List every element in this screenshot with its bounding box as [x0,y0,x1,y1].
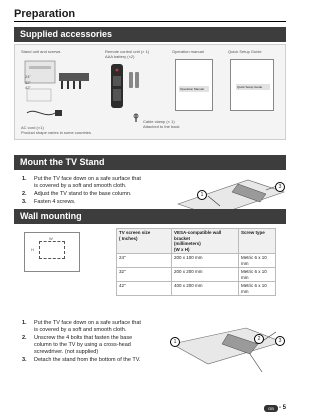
stand-steps [22,176,144,207]
cell-screw: Metric 6 x 10 mm [239,254,276,268]
step-text: Fasten 4 screws. [34,199,76,205]
cell-bracket: 200 x 100 mm [172,254,239,268]
step-number: 1. [22,320,27,326]
step-text: Unscrew the 4 bolts that fasten the base column to the TV by using a cross-head screwdriver. (not supplied) [34,335,133,355]
cable-clamp-caption: Cable clamp (× 1) [143,119,175,124]
cell-screw: Metric 6 x 10 mm [239,282,276,296]
cable-clamp-note: Attached to the back [143,124,180,129]
vesa-table [116,228,276,296]
step-text: Detach the stand from the bottom of the TV. [34,357,141,363]
callout-1: 1 [170,337,180,347]
manual-illustration [175,59,213,111]
ac-cord-caption: AC cord (×1) [21,125,44,130]
quick-guide-cover-text: Quick Setup Guide [237,85,263,89]
manual-cover-text: Operation Manual [180,87,204,91]
title-rule [14,21,286,22]
stand-unit-illustration [23,57,93,103]
callout-3: 3 [275,182,285,192]
wall-steps [22,320,144,365]
col-screw-header: Screw type [239,229,276,254]
size-32: 32" [25,79,31,85]
page-number: - 5 [278,405,286,411]
cell-size: 42" [117,282,172,296]
step-number: 1. [22,176,27,182]
callout-1: 1 [197,190,207,200]
stand-unit-caption: Stand unit and screws [21,49,61,54]
col-bracket-header: VESA-compatible wall bracket (millimeters) (W x H) [172,229,239,254]
col-size-header: TV screen size ( Inches) [117,229,172,254]
manual-caption: Operation manual [172,49,204,54]
step-number: 3. [22,199,27,205]
stand-step [22,191,144,198]
size-42: 42" [25,85,31,90]
language-badge: GB [264,405,278,412]
table-row [117,268,276,282]
wall-mount-illustration [166,324,286,376]
step-number: 2. [22,335,27,341]
size-list [25,74,31,91]
page-title: Preparation [14,8,76,20]
callout-2: 2 [254,334,264,344]
cell-bracket: 200 x 200 mm [172,268,239,282]
wall-heading: Wall mounting [14,209,286,224]
vesa-height-label: H [31,247,34,252]
remote-illustration [107,62,147,112]
cell-size: 32" [117,268,172,282]
wall-step [22,335,144,356]
vesa-width-label: W [49,236,53,241]
callout-3: 3 [275,336,285,346]
stand-step [22,199,144,206]
wall-step [22,320,144,334]
quick-guide-caption: Quick Setup Guide [228,49,262,54]
table-row [117,254,276,268]
cell-size: 24" [117,254,172,268]
step-text: Put the TV face down on a safe surface that is covered by a soft and smooth cloth. [34,176,141,189]
vesa-diagram [24,232,80,272]
step-text: Put the TV face down on a safe surface that is covered by a soft and smooth cloth. [34,320,141,333]
cell-screw: Metric 6 x 10 mm [239,268,276,282]
remote-caption: Remote control unit (× 1) [105,49,150,54]
cell-bracket: 400 x 200 mm [172,282,239,296]
ac-cord-illustration [25,107,65,119]
ac-cord-note: Product shape varies in some countries [21,130,92,135]
stand-step [22,176,144,190]
accessories-panel [14,44,286,140]
wall-step [22,357,144,364]
stand-heading: Mount the TV Stand [14,155,286,170]
table-header-row [117,229,276,254]
accessories-heading: Supplied accessories [14,27,286,42]
quick-guide-illustration [230,59,274,111]
size-24: 24" [25,74,31,79]
table-row [117,282,276,296]
step-number: 3. [22,357,27,363]
step-number: 2. [22,191,27,197]
cable-clamp-illustration [131,113,141,123]
step-text: Adjust the TV stand to the base column. [34,191,132,197]
battery-caption: AAA battery (×2) [105,54,135,59]
